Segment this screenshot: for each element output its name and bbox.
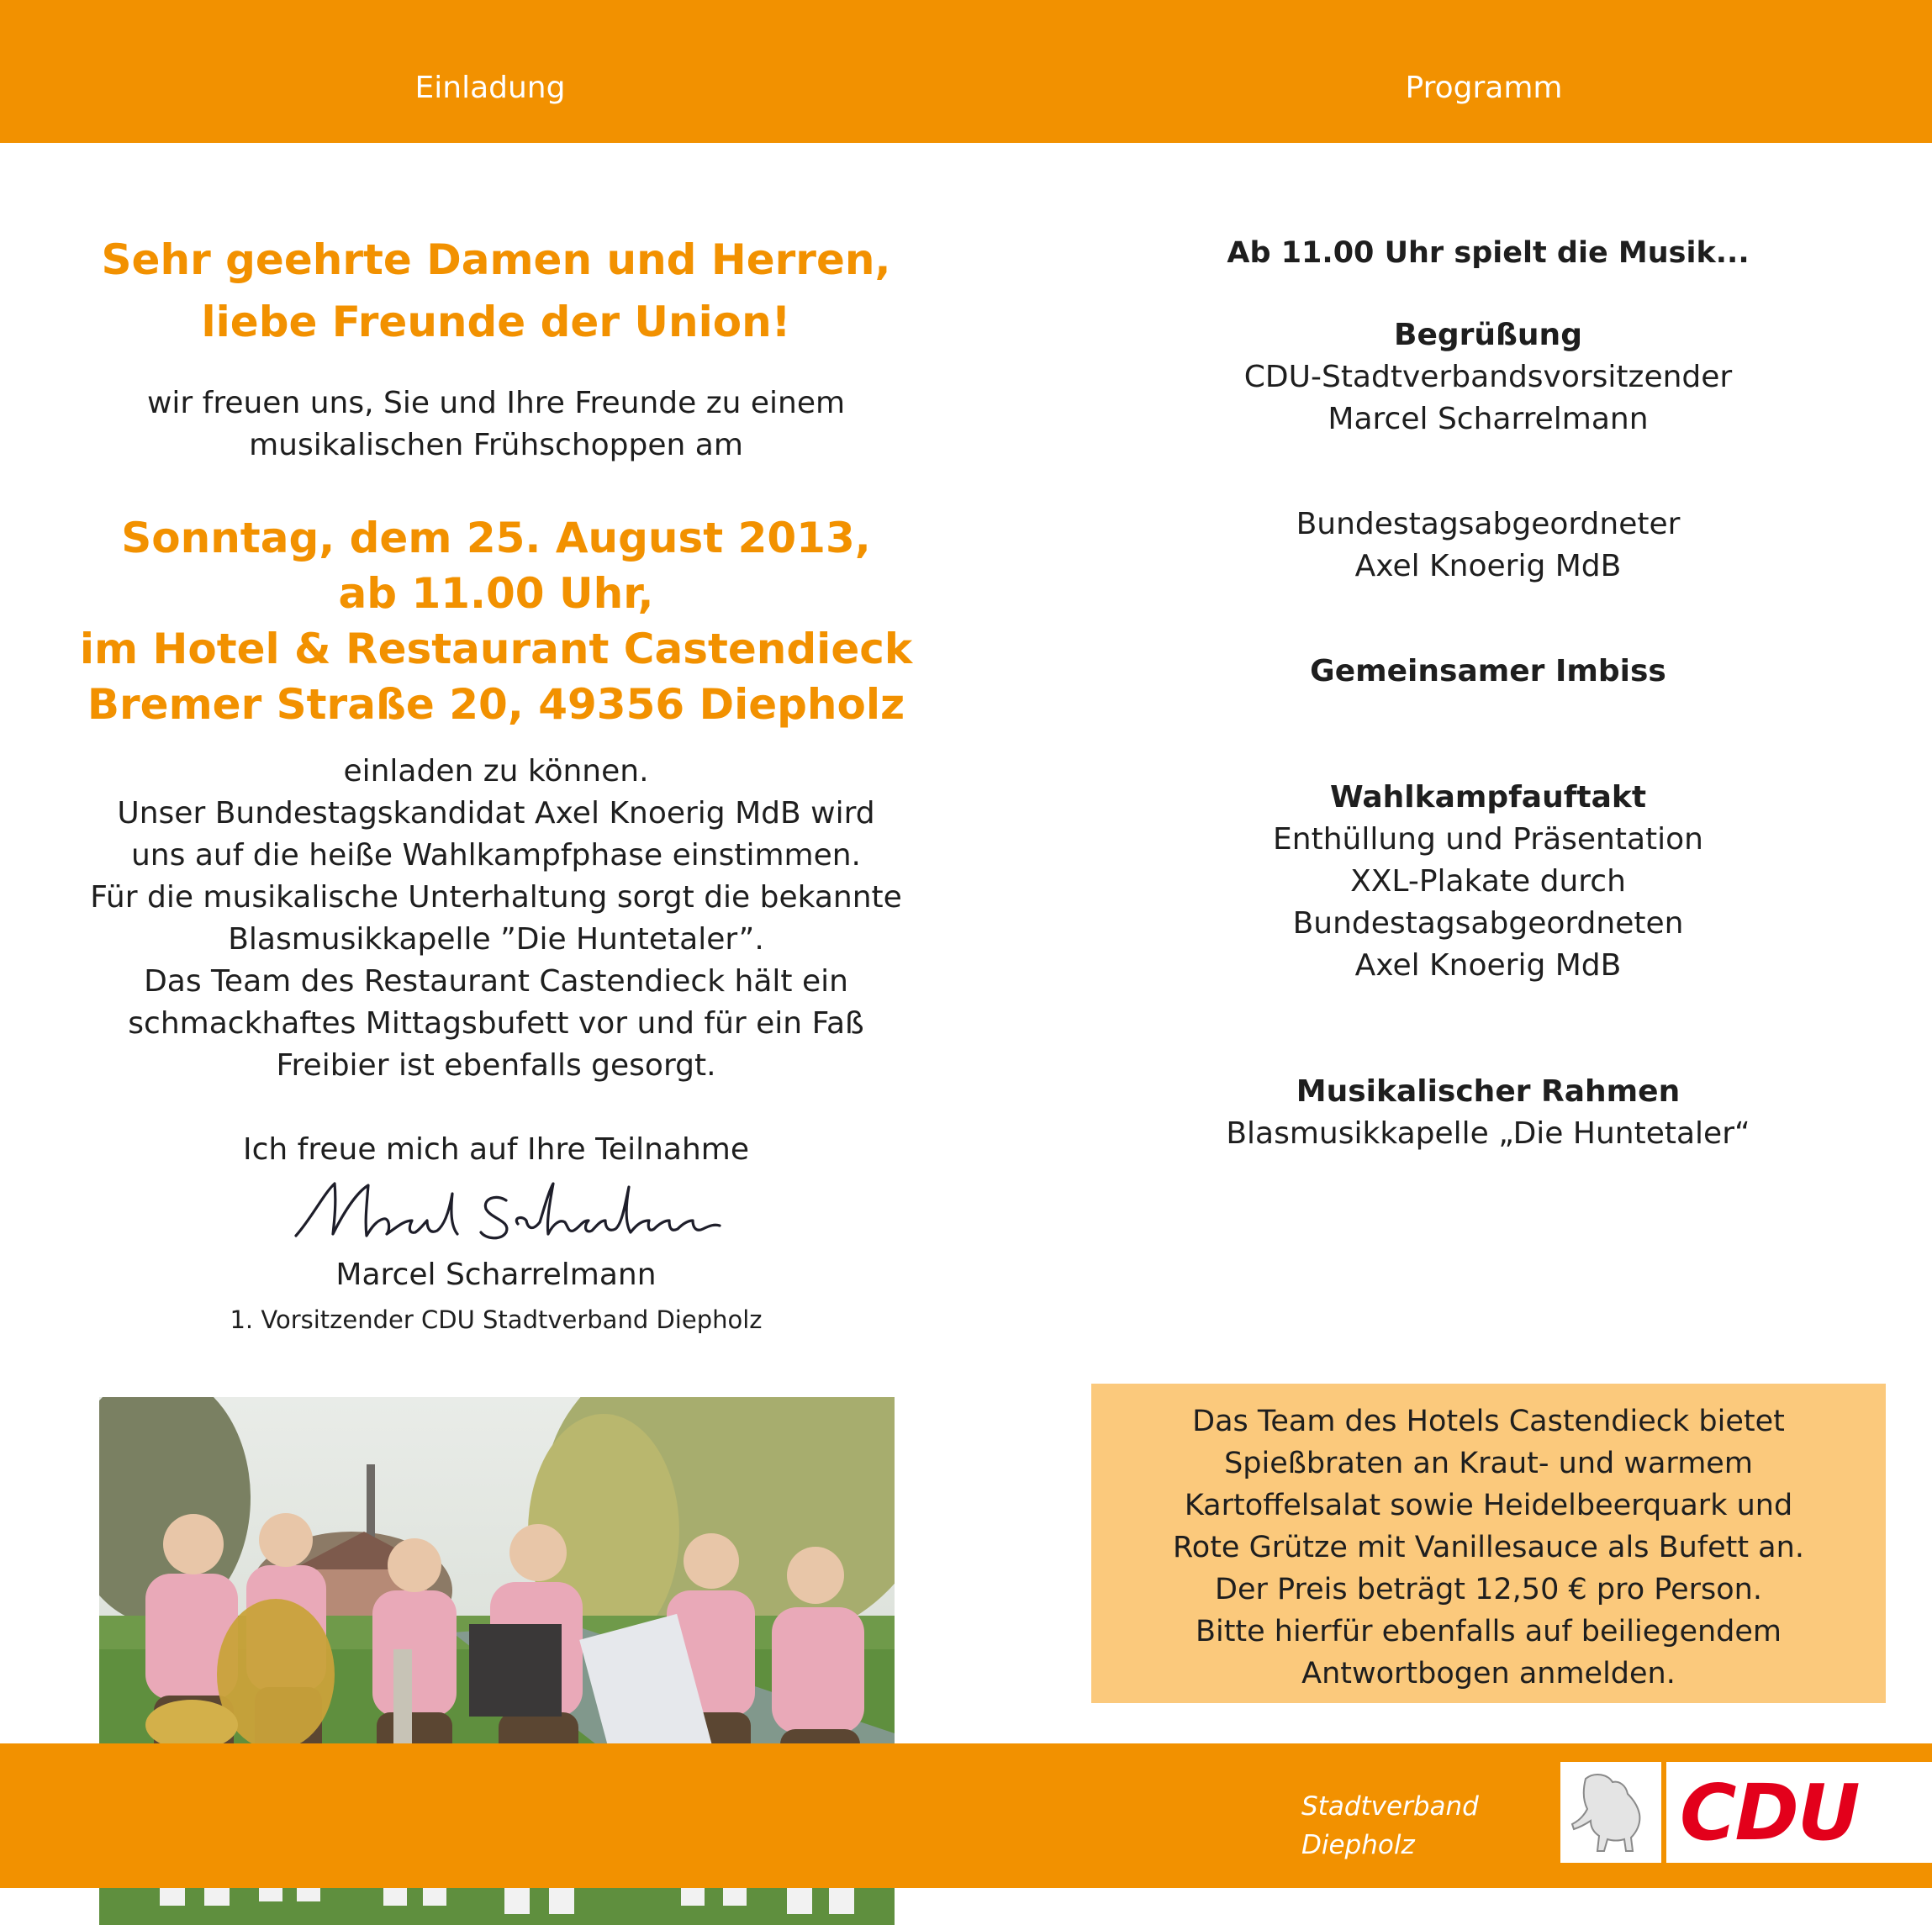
program-line: Enthüllung und Präsentation (1273, 822, 1703, 857)
program-kickoff-details (1068, 819, 1908, 987)
program-music-line: Blasmusikkapelle „Die Huntetaler“ (1226, 1116, 1750, 1151)
closing-text: Ich freue mich auf Ihre Teilnahme (243, 1132, 749, 1167)
buffet-line: Bitte hierfür ebenfalls auf beiliegendem (1195, 1615, 1782, 1648)
buffet-line: Das Team des Hotels Castendieck bietet (1192, 1405, 1785, 1438)
greeting-line: liebe Freunde der Union! (201, 298, 791, 346)
program-line: Bundestagsabgeordneter (1296, 507, 1681, 541)
program-line: XXL-Plakate durch (1350, 864, 1626, 899)
buffet-line: Spießbraten an Kraut- und warmem (1224, 1447, 1753, 1480)
intro-line: wir freuen uns, Sie und Ihre Freunde zu einem (146, 386, 846, 420)
program-column (1068, 0, 1908, 1177)
body-line: schmackhaftes Mittagsbufett vor und für ein Faß (128, 1006, 864, 1041)
program-line: Marcel Scharrelmann (1328, 402, 1649, 436)
event-address: Bremer Straße 20, 49356 Diepholz (87, 680, 905, 729)
program-imbiss: Gemeinsamer Imbiss (1310, 654, 1666, 688)
greeting-heading (67, 229, 925, 353)
buffet-line: Der Preis beträgt 12,50 € pro Person. (1215, 1573, 1762, 1606)
event-date: Sonntag, dem 25. August 2013, (121, 514, 871, 562)
cdu-logo (1666, 1762, 1932, 1863)
program-music-title: Musikalischer Rahmen (1296, 1074, 1681, 1109)
program-line: Axel Knoerig MdB (1354, 948, 1622, 983)
event-details (67, 510, 925, 732)
program-mdb (1068, 504, 1908, 588)
tab-programm: Programm (1405, 71, 1563, 105)
event-venue: im Hotel & Restaurant Castendieck (79, 625, 913, 673)
program-line: Bundestagsabgeordneten (1292, 906, 1684, 941)
buffet-line: Antwortbogen anmelden. (1301, 1657, 1676, 1690)
program-greeting-title: Begrüßung (1394, 318, 1582, 352)
program-greeting-details (1068, 356, 1908, 440)
buffet-info-box (1091, 1384, 1886, 1703)
tab-einladung: Einladung (414, 71, 566, 105)
buffet-line: Rote Grütze mit Vanillesauce als Bufett an. (1173, 1531, 1804, 1564)
signature-image (286, 1168, 723, 1253)
program-line: CDU-Stadtverbandsvorsitzender (1243, 360, 1733, 394)
intro-text (67, 382, 925, 467)
program-kickoff-title: Wahlkampfauftakt (1329, 780, 1647, 815)
body-line: Unser Bundestagskandidat Axel Knoerig MdB wird (117, 796, 875, 831)
horse-icon (1560, 1762, 1661, 1863)
body-line: einladen zu können. (343, 754, 649, 788)
program-line: Axel Knoerig MdB (1354, 549, 1622, 583)
body-line: uns auf die heiße Wahlkampfphase einstimmen. (130, 838, 861, 873)
body-line: Freibier ist ebenfalls gesorgt. (276, 1048, 716, 1083)
cdu-logo-text: CDU (1680, 1768, 1859, 1858)
footer-org-line: Stadtverband (1301, 1791, 1479, 1822)
buffet-line: Kartoffelsalat sowie Heidelbeerquark und (1184, 1489, 1793, 1522)
greeting-line: Sehr geehrte Damen und Herren, (101, 235, 891, 284)
body-line: Das Team des Restaurant Castendieck hält ein (144, 964, 848, 999)
intro-line: musikalischen Frühschoppen am (249, 428, 743, 462)
footer-org-line: Diepholz (1301, 1830, 1415, 1860)
footer-org (1301, 1787, 1479, 1864)
signer-role: 1. Vorsitzender CDU Stadtverband Diepholz (230, 1305, 763, 1334)
body-line: Für die musikalische Unterhaltung sorgt die bekannte (90, 880, 902, 915)
program-start: Ab 11.00 Uhr spielt die Musik... (1227, 236, 1750, 270)
horse-logo-icon (1560, 1762, 1661, 1863)
invitation-body (67, 751, 925, 1087)
signer-name: Marcel Scharrelmann (335, 1258, 657, 1292)
event-time: ab 11.00 Uhr, (338, 569, 654, 618)
body-line: Blasmusikkapelle ”Die Huntetaler”. (228, 922, 764, 957)
